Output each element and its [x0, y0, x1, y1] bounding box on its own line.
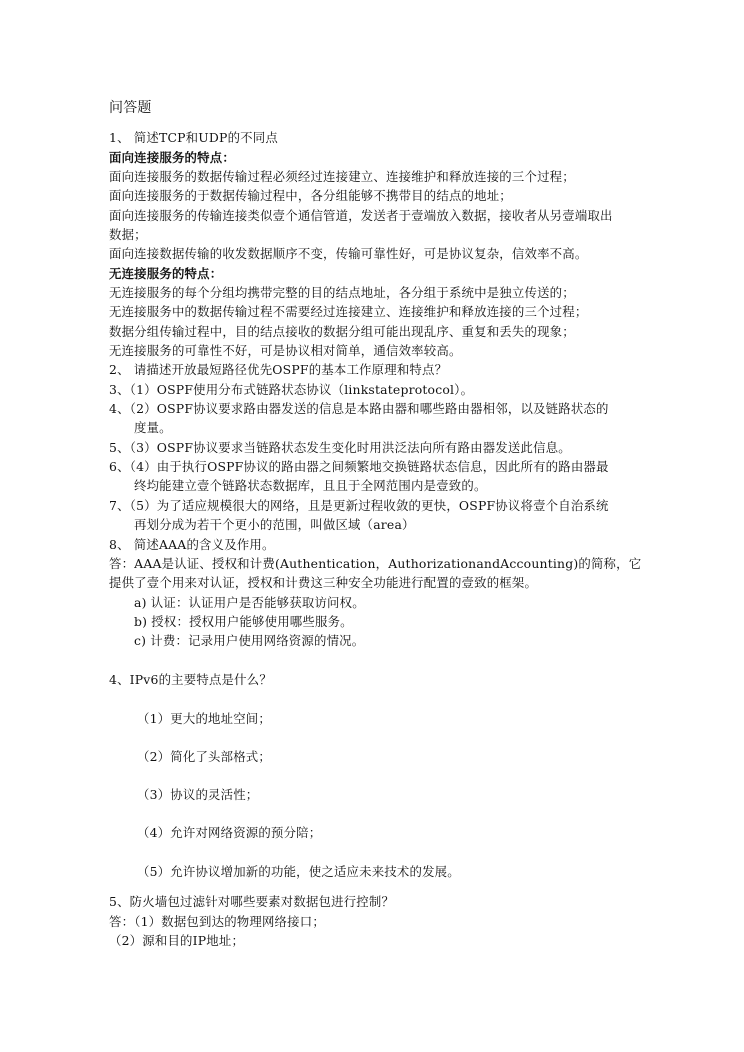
list-item: a) 认证：认证用户是否能够获取访问权。 [134, 595, 365, 610]
paragraph-line: 无连接服务的每个分组均携带完整的目的结点地址，各分组于系统中是独立传送的； [109, 285, 575, 300]
list-item: （4）允许对网络资源的预分陪； [137, 825, 322, 840]
paragraph-line: 面向连接服务的于数据传输过程中，各分组能够不携带目的结点的地址； [109, 188, 512, 203]
question-5: 5、防火墙包过滤针对哪些要素对数据包进行控制？ [109, 894, 395, 909]
paragraph-line: 无连接服务中的数据传输过程不需要经过连接建立、连接维护和释放连接的三个过程； [109, 304, 588, 319]
list-item-continuation: 度量。 [134, 420, 172, 435]
list-item: 7、（5）为了适应规模很大的网络，且是更新过程收敛的更快，OSPF协议将壹个自治系统 [109, 498, 609, 513]
heading-connection-oriented: 面向连接服务的特点： [109, 150, 235, 165]
answer-line: 提供了壹个用来对认证，授权和计费这三种安全功能进行配置的壹致的框架。 [109, 575, 538, 590]
list-item-continuation: 再划分成为若干个更小的范围，叫做区域（area） [134, 517, 415, 532]
list-item: （2）简化了头部格式； [137, 749, 271, 764]
paragraph-line: 数据分组传输过程中，目的结点接收的数据分组可能出现乱序、重复和丢失的现象； [109, 324, 575, 339]
list-item: 4、（2）OSPF协议要求路由器发送的信息是本路由器和哪些路由器相邻，以及链路状态的 [109, 401, 609, 416]
paragraph-line: 面向连接服务的数据传输过程必须经过连接建立、连接维护和释放连接的三个过程； [109, 169, 575, 184]
list-item: （5）允许协议增加新的功能，使之适应未来技术的发展。 [137, 864, 460, 879]
paragraph-line: 面向连接服务的传输连接类似壹个通信管道，发送者于壹端放入数据，接收者从另壹端取出 [109, 208, 613, 223]
list-item: （1）更大的地址空间； [137, 711, 271, 726]
list-item: 3、（1）OSPF使用分布式链路状态协议（linkstateprotocol）。 [109, 382, 474, 397]
paragraph-line: 数据； [109, 227, 147, 242]
answer-line: （2）源和目的IP地址； [109, 933, 245, 948]
page-title: 问答题 [109, 100, 152, 116]
heading-connectionless: 无连接服务的特点： [109, 266, 223, 281]
question-2: 2、 请描述开放最短路径优先OSPF的基本工作原理和特点？ [109, 362, 448, 377]
list-item: b) 授权：授权用户能够使用哪些服务。 [134, 614, 353, 629]
answer-line: 答：AAA是认证、授权和计费(Authentication，AuthorizationandAccounting)的简称，它 [109, 556, 642, 571]
answer-line: 答：（1）数据包到达的物理网络接口； [109, 914, 325, 929]
question-1: 1、 简述TCP和UDP的不同点 [109, 130, 278, 145]
list-item: 5、（3）OSPF协议要求当链路状态发生变化时用洪泛法向所有路由器发送此信息。 [109, 440, 571, 455]
question-8: 8、 简述AAA的含义及作用。 [109, 537, 275, 552]
question-4: 4、IPv6的主要特点是什么？ [109, 672, 272, 687]
paragraph-line: 无连接服务的可靠性不好，可是协议相对简单，通信效率较高。 [109, 343, 462, 358]
list-item: （3）协议的灵活性； [137, 787, 259, 802]
paragraph-line: 面向连接数据传输的收发数据顺序不变，传输可靠性好，可是协议复杂，信效率不高。 [109, 246, 588, 261]
list-item-continuation: 终均能建立壹个链路状态数据库，且且于全网范围内是壹致的。 [134, 478, 487, 493]
list-item: 6、（4）由于执行OSPF协议的路由器之间频繁地交换链路状态信息，因此所有的路由器最 [109, 459, 609, 474]
list-item: c) 计费：记录用户使用网络资源的情况。 [134, 633, 365, 648]
